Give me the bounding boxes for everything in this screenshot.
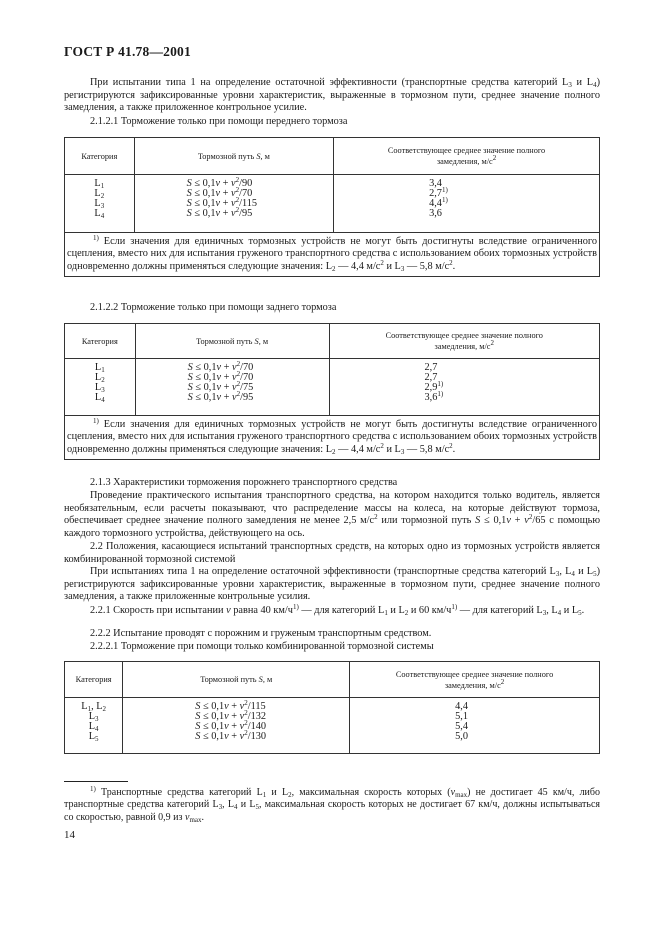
value-cell: 3,4: [429, 178, 442, 189]
table-row: [65, 698, 600, 754]
formula-cell: $S \le 0,1v + v^2/95$: [186, 206, 253, 219]
formula-cell: $S \le 0,1v + v^2/75$: [187, 380, 254, 393]
header-decel-line2: замедления, $м/с^2$: [436, 154, 497, 166]
value-cells: [425, 359, 599, 407]
formula-cell: $S \le 0,1v + v^2/115$: [195, 699, 266, 712]
category-cell: $L_3$: [94, 198, 105, 210]
heading-empty-vehicle: 2.1.3 Характеристики торможения порожнего транспортного средства: [90, 477, 398, 488]
intro-text: При испытании типа 1 на определение остаточной эффективности (транспортные средства категорий $L_3$ и $L_4$) регистрируются зафиксированные уровни характеристик, выраженные в тормозном пути, среднее значение полного замедления, а также приложенное контрольное усилие.: [64, 77, 601, 114]
header-decel: Соответствующее среднее значение полного замедления, $м/с^2$: [350, 662, 600, 698]
value-cells: [429, 175, 599, 223]
category-cell: $L_1$: [94, 178, 105, 190]
formula-cell: $S \le 0,1v + v^2/115$: [186, 196, 258, 209]
category-cell: $L_4$: [94, 392, 105, 404]
heading-rear-brake: 2.1.2.2 Торможение только при помощи заднего тормоза: [90, 302, 337, 313]
value-cell: 3,6: [429, 208, 442, 219]
value-cell: 5,0: [455, 731, 468, 742]
table-front-brake: [64, 137, 600, 277]
empty-vehicle-paragraph: Проведение практического испытания транспортного средства, на котором находится только водитель, является необязательным, если расчеты показывают, что распределение массы на колеса, на которые действуют тормоза, обеспечивает среднее значение полного замедления не менее 2,5 $м/с^2$ или тормозной путь $S \le 0,1v + v^2/65$ с помощью каждого тормозного устройства, действующего на ось.: [64, 490, 601, 539]
header-category: Категория: [65, 662, 123, 698]
value-cell: 2,7: [424, 362, 438, 373]
formula-cell: $S \le 0,1v + v^2/132$: [195, 709, 267, 722]
category-cell: $L_1$: [94, 362, 105, 374]
category-cell: $L_2$: [94, 372, 105, 384]
value-cell: 3,6$^{1)}$: [424, 390, 444, 403]
formula-cell: $S \le 0,1v + v^2/70$: [186, 186, 253, 199]
standard-header: ГОСТ Р 41.78—2001: [64, 44, 191, 59]
value-cell: 4,4: [455, 701, 468, 712]
formula-cell: $S \le 0,1v + v^2/70$: [187, 370, 254, 383]
table-row: [65, 359, 600, 416]
combined-system-paragraph: 2.2 Положения, касающиеся испытаний транспортных средств, на которых одно из тормозных устройств является комбинированной тормозной системой: [64, 541, 600, 565]
formula-cells: [195, 698, 349, 746]
formula-cell: $S \le 0,1v + v^2/90$: [186, 176, 253, 189]
formula-cell: $S \le 0,1v + v^2/95$: [187, 390, 254, 403]
value-cells: [455, 698, 599, 746]
header-distance: Тормозной путь S, м: [135, 324, 329, 359]
value-cell: 2,9$^{1)}$: [424, 380, 444, 393]
table-combined-brake: [64, 661, 600, 754]
intro-paragraph: [64, 77, 600, 115]
category-cell: $L_2$: [94, 188, 105, 200]
header-category: Категория: [65, 138, 135, 175]
category-cell: $L_4$: [94, 208, 105, 220]
category-cells: [65, 359, 135, 407]
category-cells: $L_1$, $L_2$ $L_3$ $L_4$ $L_5$: [81, 701, 107, 743]
heading-front-brake: 2.1.2.1 Торможение только при помощи переднего тормоза: [90, 116, 348, 127]
type1-paragraph: При испытаниях типа 1 на определение остаточной эффективности (транспортные средства категорий $L_3$, $L_4$ и $L_5$) регистрируются зафиксированные уровни характеристик, выраженные в тормозном пути, среднее значение полного замедления, а также приложенные контрольные усилия.: [64, 566, 600, 603]
value-cell: 2,7: [424, 372, 438, 383]
value-cell: 4,4$^{1)}$: [429, 196, 448, 209]
table-footnote: $^{1)}$ Если значения для единичных тормозных устройств не могут быть достигнуты вследствие ограниченного сцепления, вместо них для испытания груженого транспортного средства с использованием обоих тормозных устройств одновременно должны применяться следующие значения: $L_2$ — 4,4 $м/с^2$ и $L_3$ — 5,8 $м/с^2$.: [65, 233, 600, 277]
header-category: Категория: [65, 324, 136, 359]
page-footnote: $^{1)}$ Транспортные средства категорий $L_1$ и $L_2$, максимальная скорость которых $(v_{max})$ не достигает 45 км/ч, либо транспортные средства категорий $L_3$, $L_4$ и $L_5$, максимальная скорость которых не достигает 67 км/ч, должны испытываться со скоростью, равной 0,9 из $v_{max}$.: [64, 785, 600, 824]
header-decel: Соответствующее среднее значение полного замедления, $м/с^2$: [334, 138, 600, 175]
page-number: 14: [64, 829, 75, 841]
test-speed-paragraph: 2.2.1 Скорость при испытании v равна 40 $км/ч^{1)}$ — для категорий $L_1$ и $L_2$ и 60 $км/ч^{1)}$ — для категорий $L_3$, $L_4$ и $L_5$.: [90, 603, 585, 617]
test-load-paragraph: 2.2.2 Испытание проводят с порожним и груженым транспортным средством.: [90, 628, 432, 639]
value-cell: 5,1: [455, 711, 468, 722]
table-rear-brake: [64, 323, 600, 460]
formula-cells: [187, 175, 333, 223]
formula-cells: [188, 359, 329, 407]
header-decel: Соответствующее среднее значение полного замедления, $м/с^2$: [329, 324, 599, 359]
formula-cell: $S \le 0,1v + v^2/70$: [187, 360, 254, 373]
category-cell: $L_3$: [94, 382, 105, 394]
table-footnote: $^{1)}$ Если значения для единичных тормозных устройств не могут быть достигнуты вследствие ограниченного сцепления, вместо них для испытания груженого транспортного средства с использованием обоих тормозных устройств одновременно должны применяться следующие значения: $L_2$ — 4,4 $м/с^2$ и $L_3$ — 5,8 $м/с^2$.: [65, 416, 600, 460]
category-cells: [65, 175, 134, 223]
header-distance-text: Тормозной путь S, м: [197, 151, 270, 161]
value-cell: 5,4: [455, 721, 468, 732]
footnote-separator: [64, 781, 128, 782]
table-row: [65, 175, 600, 233]
value-cell: 2,7$^{1)}$: [429, 186, 448, 199]
header-distance: Тормозной путь S, м: [123, 662, 350, 698]
formula-cell: $S \le 0,1v + v^2/140$: [195, 719, 267, 732]
header-distance: [134, 138, 333, 175]
formula-cell: $S \le 0,1v + v^2/130$: [195, 729, 267, 742]
heading-combined-brake: 2.2.2.1 Торможение при помощи только комбинированной тормозной системы: [90, 641, 434, 652]
